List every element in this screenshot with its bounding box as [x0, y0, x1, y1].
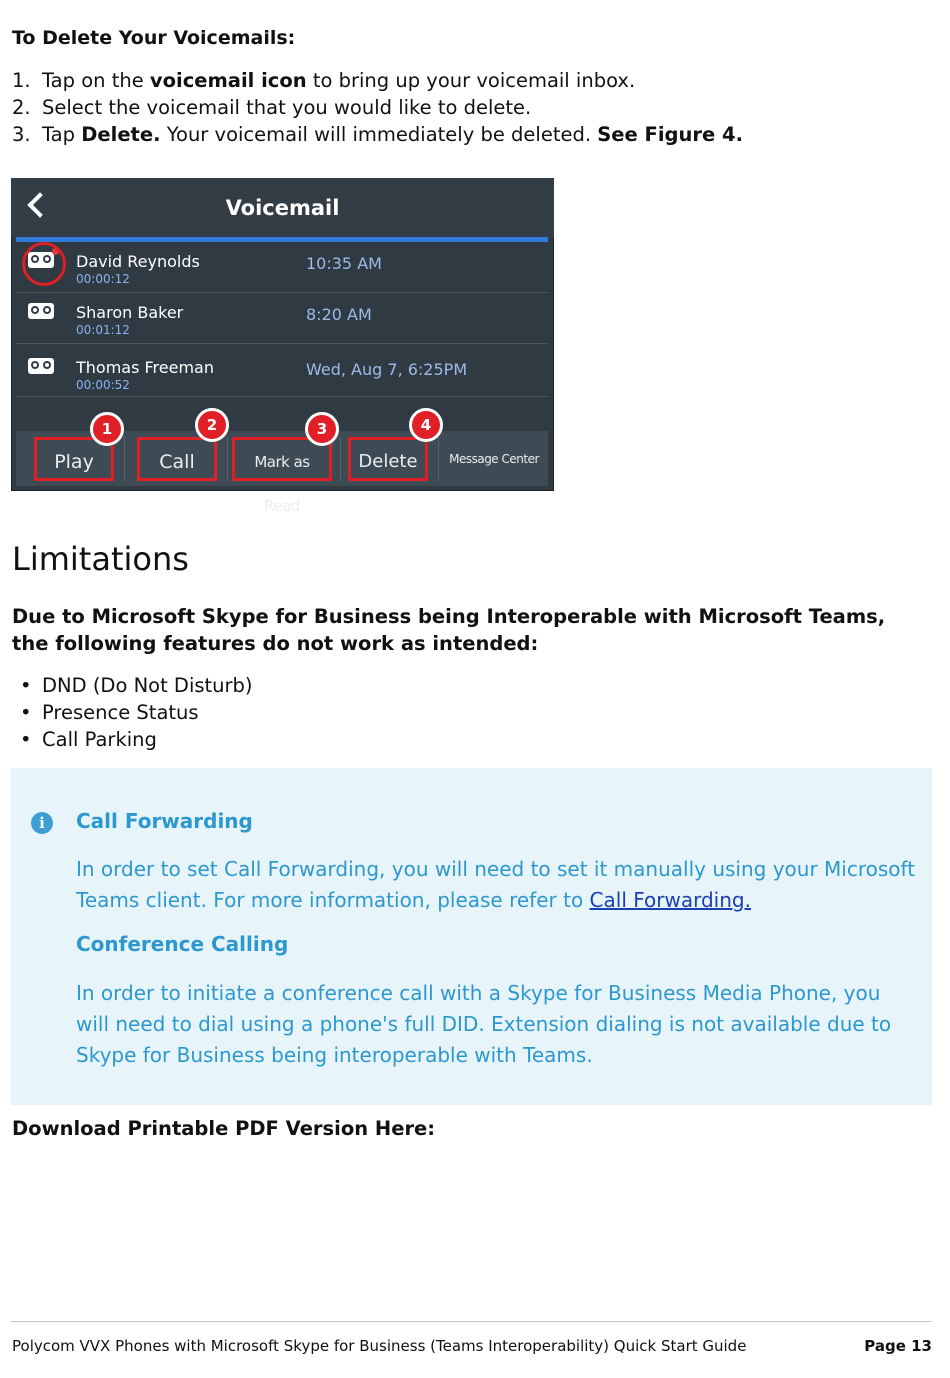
step-text: to bring up your voicemail inbox. — [306, 69, 636, 92]
voicemail-icon[interactable] — [28, 358, 54, 374]
limitations-title: Limitations — [12, 540, 189, 578]
step-bold-text: Delete. — [81, 123, 161, 146]
step-number: 3. — [12, 123, 31, 146]
list-item-text: DND (Do Not Disturb) — [42, 674, 253, 697]
voicemail-duration: 00:01:12 — [76, 323, 130, 337]
voicemail-screen-figure — [11, 178, 554, 515]
list-item-text: Call Parking — [42, 728, 157, 751]
step-3 — [12, 121, 932, 148]
mark-as-read-softkey[interactable]: Mark as Read — [232, 437, 332, 481]
step-text: Your voicemail will immediately be deleted. — [160, 123, 598, 146]
step-number: 1. — [12, 69, 31, 92]
step-1 — [12, 67, 932, 94]
voicemail-duration: 00:00:12 — [76, 272, 130, 286]
conference-calling-heading: Conference Calling — [76, 932, 289, 956]
message-center-softkey[interactable]: Message Center — [449, 452, 539, 466]
step-badge-4: 4 — [409, 408, 443, 442]
delete-steps-list — [12, 67, 932, 148]
phone-title-bar — [11, 178, 554, 238]
info-callout — [11, 768, 932, 1105]
footer-document-title: Polycom VVX Phones with Microsoft Skype for Business (Teams Interoperability) Quick Start Guide — [12, 1337, 747, 1355]
voicemail-duration: 00:00:52 — [76, 378, 130, 392]
voicemail-row[interactable] — [16, 242, 548, 293]
conference-calling-text: In order to initiate a conference call with a Skype for Business Media Phone, you will need to dial using a phone's full DID. Extension dialing is not available due to Skype for Business being interoperable with Teams. — [76, 981, 892, 1067]
step-text: Tap on the — [42, 69, 150, 92]
voicemail-caller-name: David Reynolds — [76, 252, 200, 271]
figure-reference: See Figure 4. — [597, 123, 743, 146]
call-forwarding-link[interactable]: Call Forwarding. — [589, 888, 751, 912]
list-item: • Presence Status — [20, 701, 199, 724]
voicemail-time: 8:20 AM — [306, 305, 372, 324]
step-badge-1: 1 — [90, 412, 124, 446]
softkey-divider — [340, 437, 341, 481]
voicemail-time: Wed, Aug 7, 6:25PM — [306, 360, 468, 379]
voicemail-time: 10:35 AM — [306, 254, 382, 273]
step-badge-3: 3 — [305, 412, 339, 446]
call-forwarding-body: In order to set Call Forwarding, you will need to set it manually using your Microsoft Teams client. For more information, please refer to — [76, 857, 916, 912]
list-item: • DND (Do Not Disturb) — [20, 674, 253, 697]
list-item-text: Presence Status — [42, 701, 199, 724]
voicemail-caller-name: Thomas Freeman — [76, 358, 214, 377]
voicemail-caller-name: Sharon Baker — [76, 303, 184, 322]
section-heading-delete: To Delete Your Voicemails: — [12, 27, 296, 49]
call-forwarding-heading: Call Forwarding — [76, 809, 253, 833]
step-text: Tap — [42, 123, 82, 146]
voicemail-row[interactable] — [16, 348, 548, 397]
voicemail-row[interactable] — [16, 293, 548, 344]
download-heading: Download Printable PDF Version Here: — [12, 1117, 436, 1140]
softkey-divider — [227, 437, 228, 481]
phone-screen-title: Voicemail — [225, 196, 340, 220]
footer-page-number: Page 13 — [864, 1337, 932, 1355]
delete-softkey[interactable]: Delete — [348, 437, 428, 481]
step-number: 2. — [12, 96, 31, 119]
list-item: • Call Parking — [20, 728, 157, 751]
call-softkey[interactable]: Call — [137, 437, 217, 481]
info-icon: i — [31, 812, 53, 834]
voicemail-icon[interactable] — [28, 303, 54, 319]
step-badge-2: 2 — [195, 408, 229, 442]
play-softkey[interactable]: Play — [34, 437, 114, 481]
footer-divider — [11, 1321, 932, 1322]
step-text: Select the voicemail that you would like to delete. — [42, 96, 532, 119]
softkey-divider — [124, 437, 125, 481]
limitations-subheading: Due to Microsoft Skype for Business being Interoperable with Microsoft Teams, the following features do not work as intended: — [12, 605, 886, 655]
step-2 — [12, 94, 932, 121]
softkey-divider — [438, 437, 439, 481]
limitations-list — [12, 672, 253, 753]
call-forwarding-text — [76, 854, 916, 916]
highlight-circle — [22, 242, 66, 286]
step-bold-text: voicemail icon — [149, 69, 307, 92]
